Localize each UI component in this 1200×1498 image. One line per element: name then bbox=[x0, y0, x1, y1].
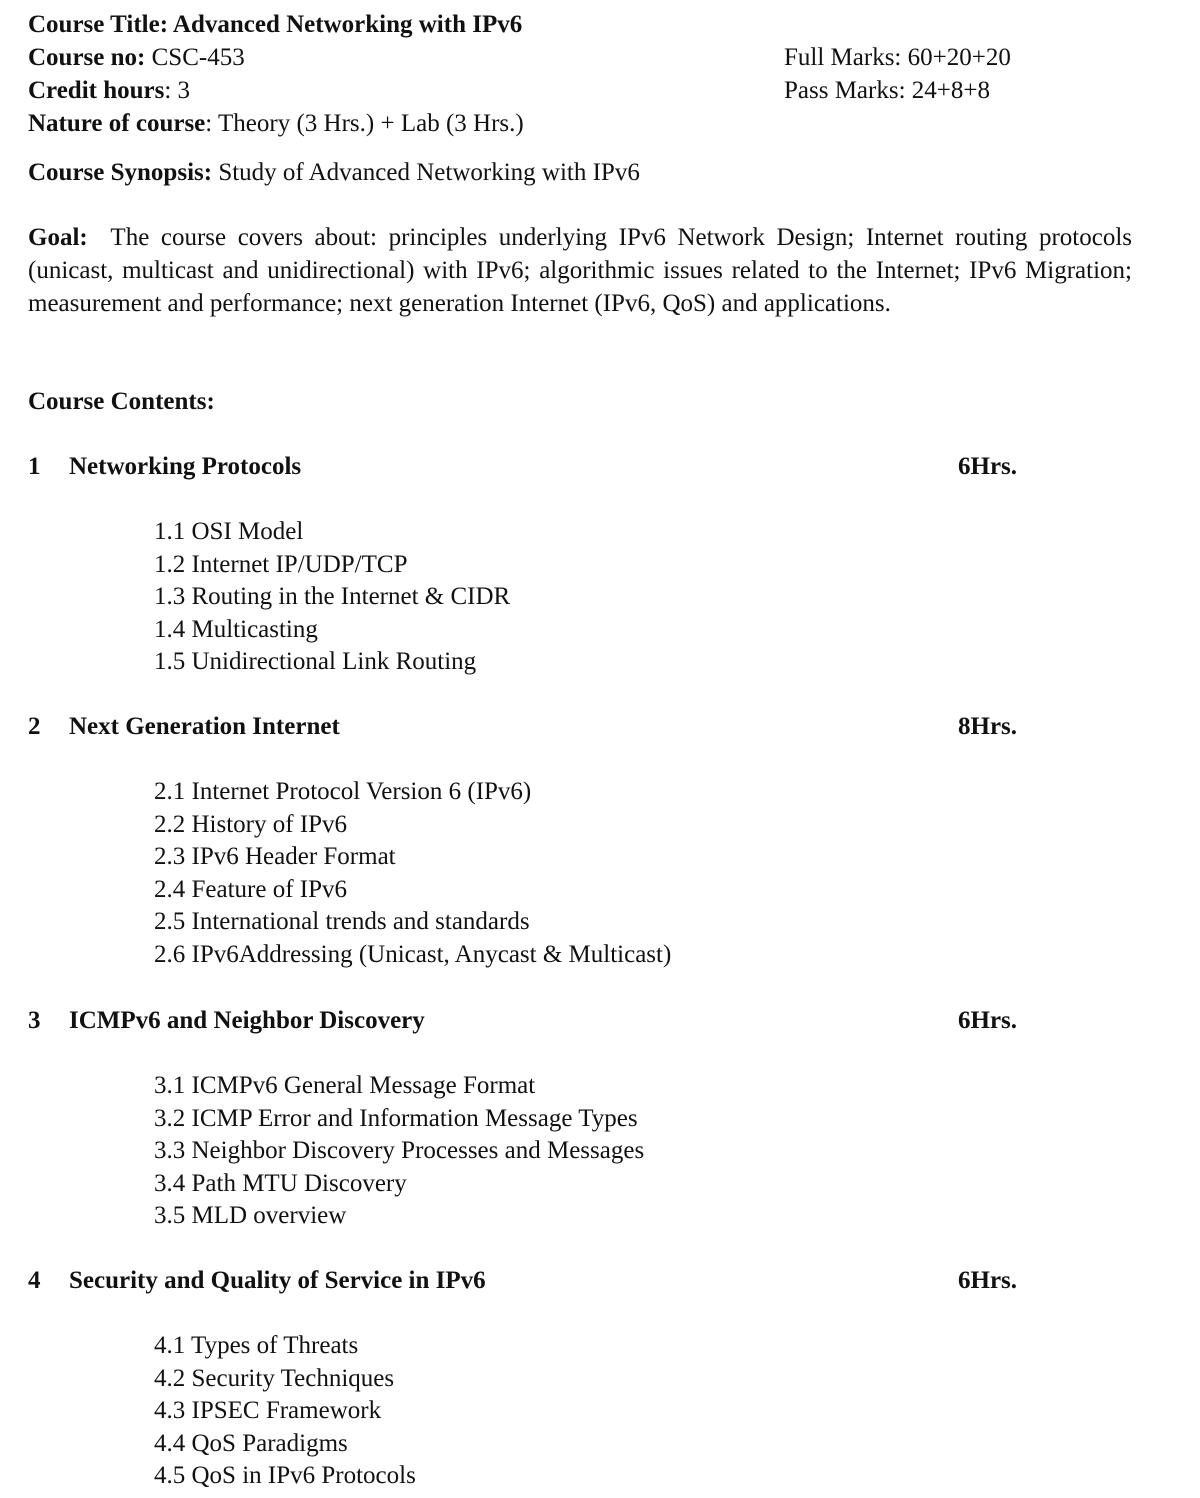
topic-item: 3.5 MLD overview bbox=[154, 1202, 347, 1230]
topic-item: 2.3 IPv6 Header Format bbox=[154, 843, 396, 871]
nature-value: : Theory (3 Hrs.) + Lab (3 Hrs.) bbox=[205, 110, 524, 137]
topic-item: 3.4 Path MTU Discovery bbox=[154, 1169, 407, 1197]
topic-item: 1.2 Internet IP/UDP/TCP bbox=[154, 550, 408, 578]
unit-topics bbox=[28, 515, 1132, 678]
topic-item: 1.4 Multicasting bbox=[154, 615, 318, 643]
unit-hours: 6Hrs. bbox=[958, 1267, 1018, 1294]
unit-3 bbox=[28, 1004, 1132, 1232]
unit-heading bbox=[28, 1264, 1132, 1297]
synopsis-label: Course Synopsis: bbox=[28, 159, 213, 186]
course-title-line bbox=[28, 8, 524, 41]
full-marks: Full Marks: 60+20+20 bbox=[784, 44, 1011, 71]
syllabus-page bbox=[28, 8, 1139, 1490]
topic-item: 4.1 Types of Threats bbox=[154, 1332, 359, 1359]
unit-number: 2 bbox=[28, 713, 41, 740]
course-no-label: Course no: bbox=[28, 44, 146, 71]
unit-heading bbox=[28, 710, 1132, 743]
topic-item: 4.5 QoS in IPv6 Protocols bbox=[154, 1462, 416, 1490]
unit-topics bbox=[28, 1329, 1132, 1492]
nature-line bbox=[28, 107, 524, 140]
course-contents-heading: Course Contents: bbox=[28, 388, 215, 415]
topic-item: 4.2 Security Techniques bbox=[154, 1364, 395, 1392]
credit-hours-value: : 3 bbox=[164, 77, 191, 104]
topic-item: 2.5 International trends and standards bbox=[154, 908, 530, 936]
unit-heading bbox=[28, 1004, 1132, 1037]
marks-info bbox=[784, 41, 1011, 107]
unit-2 bbox=[28, 710, 1132, 971]
topic-item: 2.6 IPv6Addressing (Unicast, Anycast & Multicast) bbox=[154, 940, 672, 968]
course-title-value: Advanced Networking with IPv6 bbox=[168, 11, 523, 38]
topic-item: 3.3 Neighbor Discovery Processes and Messages bbox=[154, 1137, 645, 1165]
course-no-value: CSC-453 bbox=[145, 44, 245, 71]
topic-item: 3.1 ICMPv6 General Message Format bbox=[154, 1072, 536, 1099]
topic-item: 1.1 OSI Model bbox=[154, 518, 304, 545]
unit-title: ICMPv6 and Neighbor Discovery bbox=[69, 1007, 425, 1034]
credit-hours-line bbox=[28, 74, 524, 107]
unit-1 bbox=[28, 450, 1132, 678]
unit-hours: 6Hrs. bbox=[958, 1007, 1018, 1034]
unit-hours: 6Hrs. bbox=[958, 453, 1018, 480]
topic-item: 2.4 Feature of IPv6 bbox=[154, 875, 348, 903]
unit-title: Networking Protocols bbox=[69, 453, 302, 480]
unit-number: 3 bbox=[28, 1007, 41, 1034]
topic-item: 2.1 Internet Protocol Version 6 (IPv6) bbox=[154, 778, 532, 805]
goal-text: The course covers about: principles underlying IPv6 Network Design; Internet routing protocols (unicast, multicast and unidirectional) with IPv6; algorithmic issues related to the Internet; IPv6 Migration; measurement and performance; next generation Internet (IPv6, QoS) and applications. bbox=[28, 224, 1139, 317]
course-header bbox=[28, 8, 1132, 140]
course-info-left bbox=[28, 8, 524, 140]
nature-label: Nature of course bbox=[28, 110, 206, 137]
unit-number: 1 bbox=[28, 453, 41, 480]
synopsis-value: Study of Advanced Networking with IPv6 bbox=[212, 159, 640, 186]
course-title-label: Course Title: bbox=[28, 11, 169, 38]
topic-item: 1.3 Routing in the Internet & CIDR bbox=[154, 583, 511, 611]
topic-item: 4.3 IPSEC Framework bbox=[154, 1397, 382, 1425]
unit-number: 4 bbox=[28, 1267, 41, 1294]
topic-item: 3.2 ICMP Error and Information Message Types bbox=[154, 1104, 638, 1132]
pass-marks: Pass Marks: 24+8+8 bbox=[784, 77, 990, 104]
unit-hours: 8Hrs. bbox=[958, 713, 1018, 740]
credit-hours-label: Credit hours bbox=[28, 77, 165, 104]
goal-label: Goal: bbox=[28, 224, 88, 251]
unit-topics bbox=[28, 775, 1132, 971]
topic-item: 1.5 Unidirectional Link Routing bbox=[154, 648, 477, 676]
unit-topics bbox=[28, 1069, 1132, 1232]
course-no-line bbox=[28, 41, 524, 74]
topic-item: 4.4 QoS Paradigms bbox=[154, 1429, 348, 1457]
course-goal bbox=[28, 221, 1139, 320]
unit-title: Security and Quality of Service in IPv6 bbox=[69, 1267, 486, 1294]
unit-4 bbox=[28, 1264, 1132, 1492]
unit-title: Next Generation Internet bbox=[69, 713, 340, 740]
unit-heading bbox=[28, 450, 1132, 483]
topic-item: 2.2 History of IPv6 bbox=[154, 810, 348, 838]
course-synopsis bbox=[28, 156, 640, 189]
